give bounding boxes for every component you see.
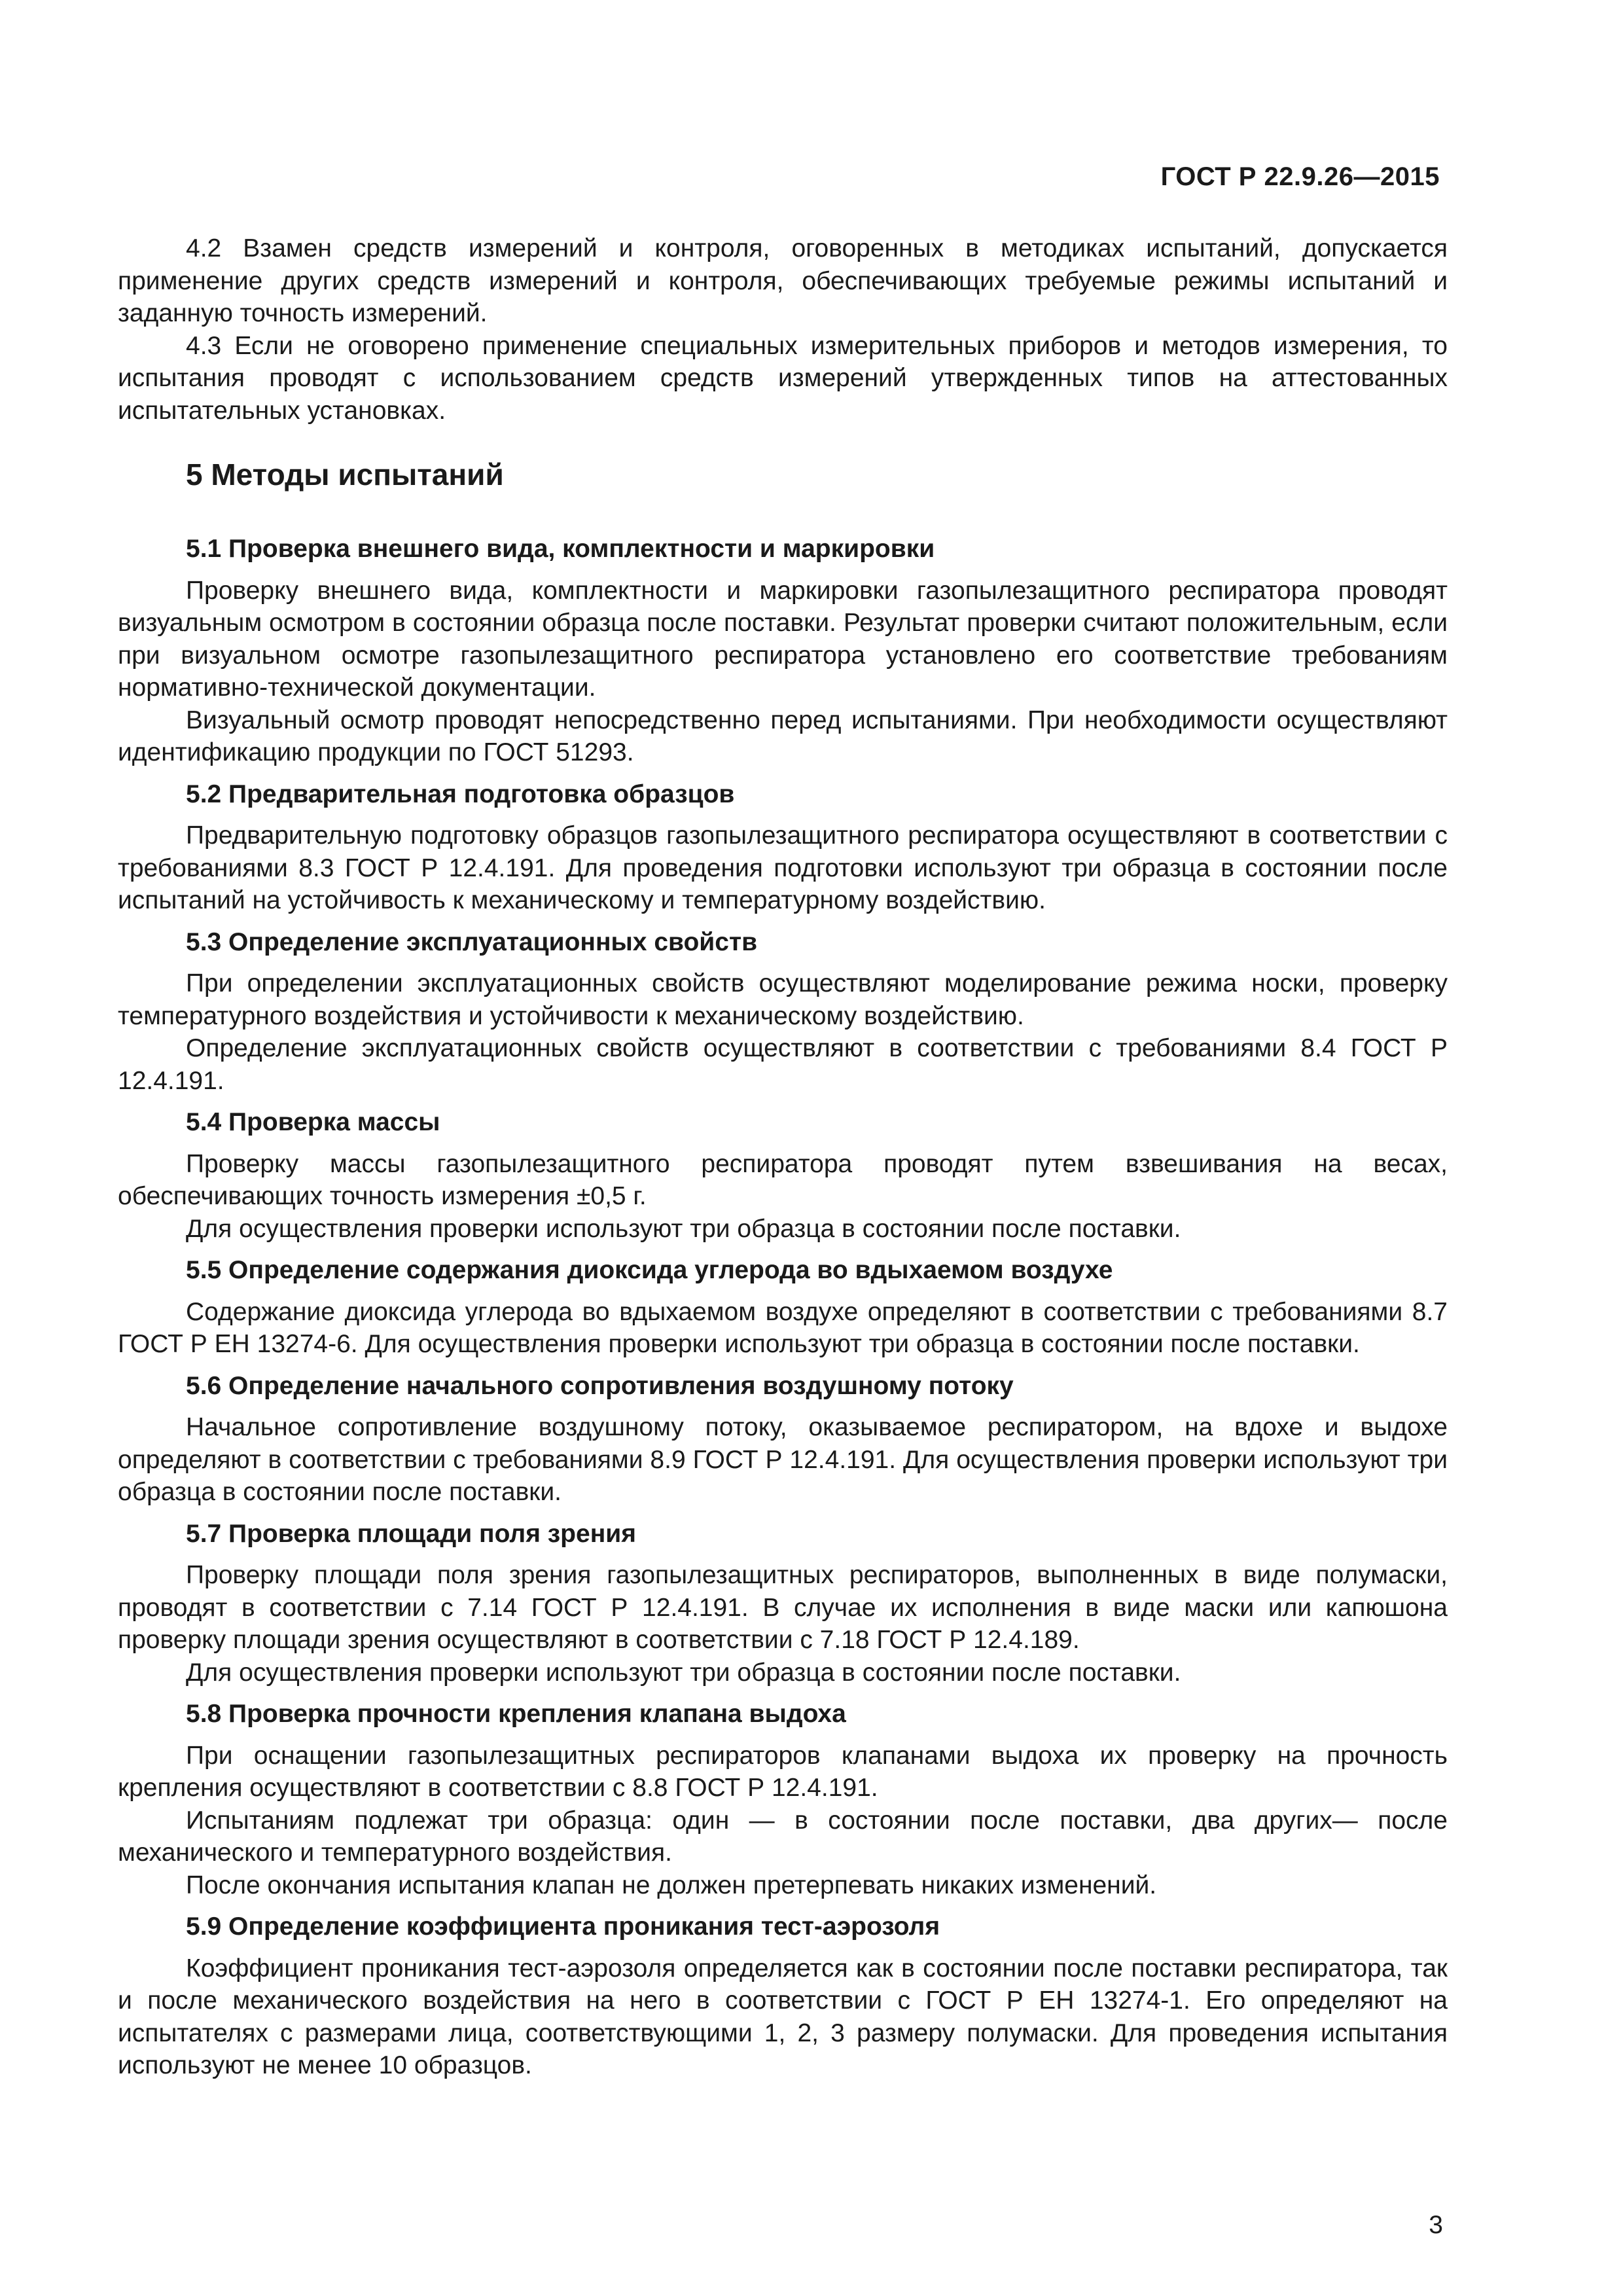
paragraph-5-7-2: Для осуществления проверки используют три образца в состоянии после поставки. xyxy=(186,1658,1181,1687)
paragraph-5-6-1: Начальное сопротивление воздушному потоку, оказываемое респиратором, на вдохе и выдохе определяют в соответствии с требованиями 8.9 ГОСТ Р 12.4.191. Для осуществления проверки используют три образца в состоянии после поставки. xyxy=(118,1413,1448,1506)
subsection-5-4-title: 5.4 Проверка массы xyxy=(186,1108,440,1136)
paragraph-5-5-1: Содержание диоксида углерода во вдыхаемом воздухе определяют в соответствии с требованиями 8.7 ГОСТ Р ЕН 13274-6. Для осуществления проверки используют три образца в состоянии после поставки. xyxy=(118,1297,1448,1358)
subsection-5-5-title: 5.5 Определение содержания диоксида углерода во вдыхаемом воздухе xyxy=(186,1256,1113,1284)
subsection-5-1-title: 5.1 Проверка внешнего вида, комплектности и маркировки xyxy=(186,535,935,563)
subsection-5-6-title: 5.6 Определение начального сопротивления воздушному потоку xyxy=(186,1371,1014,1400)
paragraph-5-7-1: Проверку площади поля зрения газопылезащитных респираторов, выполненных в виде полумаски, проводят в соответствии с 7.14 ГОСТ Р 12.4.191. В случае их исполнения в виде маски или капюшона проверку площади зрения осуществляют в соответствии с 7.18 ГОСТ Р 12.4.189. xyxy=(118,1561,1448,1654)
subsection-5-9-title: 5.9 Определение коэффициента проникания тест-аэрозоля xyxy=(186,1912,940,1941)
subsection-5-3-title: 5.3 Определение эксплуатационных свойств xyxy=(186,927,758,956)
document-body xyxy=(118,232,1448,2082)
paragraph-5-9-1: Коэффициент проникания тест-аэрозоля определяется как в состоянии после поставки респиратора, так и после механического воздействия на него в соответствии с ГОСТ Р ЕН 13274-1. Его определяют на испытателях с размерами лица, соответствующими 1, 2, 3 размеру полумаски. Для проведения испытания используют не менее 10 образцов. xyxy=(118,1954,1448,2079)
paragraph-4-3: 4.3 Если не оговорено применение специальных измерительных приборов и методов измерения, то испытания проводят с использованием средств измерений утвержденных типов на аттестованных испытательных установках. xyxy=(118,331,1448,425)
paragraph-5-1-1: Проверку внешнего вида, комплектности и маркировки газопылезащитного респиратора проводят визуальным осмотром в состоянии образца после поставки. Результат проверки считают положительным, если при визуальном осмотре газопылезащитного респиратора установлено его соответствие требованиям нормативно-технической документации. xyxy=(118,576,1448,702)
paragraph-4-2: 4.2 Взамен средств измерений и контроля, оговоренных в методиках испытаний, допускается применение других средств измерений и контроля, обеспечивающих требуемые режимы испытаний и заданную точность измерений. xyxy=(118,234,1448,327)
page-number: 3 xyxy=(1429,2211,1443,2239)
subsection-5-7-title: 5.7 Проверка площади поля зрения xyxy=(186,1519,636,1548)
paragraph-5-1-2: Визуальный осмотр проводят непосредственно перед испытаниями. При необходимости осуществляют идентификацию продукции по ГОСТ 51293. xyxy=(118,706,1448,766)
subsection-5-2-title: 5.2 Предварительная подготовка образцов xyxy=(186,780,735,808)
paragraph-5-8-1: При оснащении газопылезащитных респираторов клапанами выдоха их проверку на прочность крепления осуществляют в соответствии с 8.8 ГОСТ Р 12.4.191. xyxy=(118,1741,1448,1802)
document-id-header: ГОСТ Р 22.9.26—2015 xyxy=(1160,162,1440,191)
section-5-title: 5 Методы испытаний xyxy=(186,457,504,492)
subsection-5-8-title: 5.8 Проверка прочности крепления клапана выдоха xyxy=(186,1700,846,1728)
paragraph-5-4-2: Для осуществления проверки используют три образца в состоянии после поставки. xyxy=(186,1214,1181,1243)
paragraph-5-8-2: Испытаниям подлежат три образца: один — в состоянии после поставки, два других— после механического и температурного воздействия. xyxy=(118,1806,1448,1867)
paragraph-5-3-2: Определение эксплуатационных свойств осуществляют в соответствии с требованиями 8.4 ГОСТ Р 12.4.191. xyxy=(118,1034,1448,1095)
paragraph-5-8-3: После окончания испытания клапан не должен претерпевать никаких изменений. xyxy=(186,1871,1157,1899)
paragraph-5-2-1: Предварительную подготовку образцов газопылезащитного респиратора осуществляют в соответствии с требованиями 8.3 ГОСТ Р 12.4.191. Для проведения подготовки используют три образца в состоянии после испытаний на устойчивость к механическому и температурному воздействию. xyxy=(118,821,1448,914)
paragraph-5-3-1: При определении эксплуатационных свойств осуществляют моделирование режима носки, проверку температурного воздействия и устойчивости к механическому воздействию. xyxy=(118,969,1448,1030)
paragraph-5-4-1: Проверку массы газопылезащитного респиратора проводят путем взвешивания на весах, обеспечивающих точность измерения ±0,5 г. xyxy=(118,1149,1448,1210)
